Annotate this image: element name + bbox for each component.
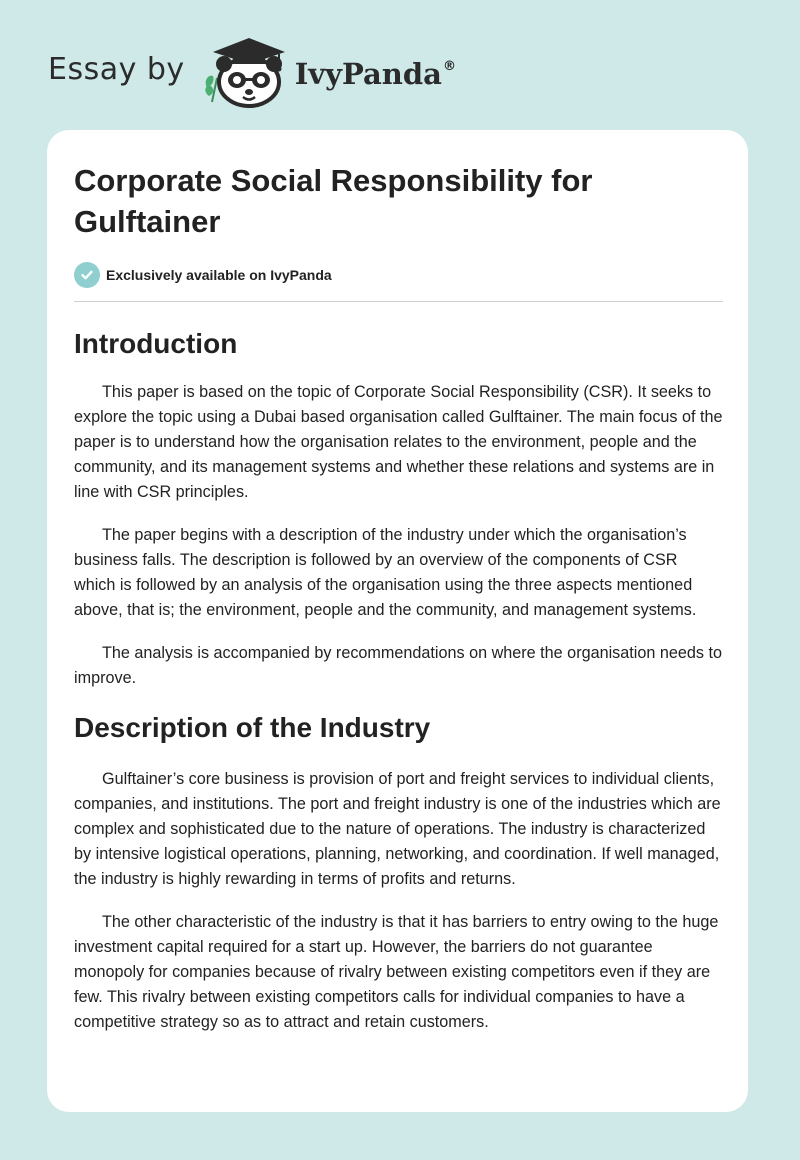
check-icon xyxy=(74,262,100,288)
exclusive-badge xyxy=(74,262,723,288)
paragraph: The analysis is accompanied by recommendations on where the organisation needs to improve. xyxy=(74,644,722,687)
page-title: Corporate Social Responsibility for Gulftainer xyxy=(74,163,593,239)
site-header xyxy=(48,36,456,108)
paragraph: The paper begins with a description of the industry under which the organisation’s business falls. The description is followed by an overview of the components of CSR which is followed by an analysis of the organisation using the three aspects mentioned above, that is; the environment, people and the community, and management systems. xyxy=(74,526,697,619)
panda-graduate-icon[interactable] xyxy=(199,36,291,108)
section-heading: Introduction xyxy=(74,328,238,359)
badge-label: Exclusively available on IvyPanda xyxy=(106,267,332,283)
section-heading: Description of the Industry xyxy=(74,712,431,743)
paragraph: Gulftainer’s core business is provision of port and freight services to individual clients, companies, and institutions. The port and freight industry is one of the industries which are complex and sophisticated due to the nature of operations. The industry is characterized by intensive logistical operations, planning, networking, and coordination. If well managed, the industry is highly rewarding in terms of profits and returns. xyxy=(74,770,721,888)
section-description-of-industry xyxy=(74,711,723,1035)
brand-name[interactable]: IvyPanda® xyxy=(294,57,456,91)
registered-mark: ® xyxy=(442,59,456,74)
section-introduction xyxy=(74,327,723,691)
divider xyxy=(74,301,723,302)
paragraph: This paper is based on the topic of Corporate Social Responsibility (CSR). It seeks to explore the topic using a Dubai based organisation called Gulftainer. The main focus of the paper is to understand how the organisation relates to the environment, people and the community, and its management systems and whether these relations and systems are in line with CSR principles. xyxy=(74,383,723,501)
paragraph: The other characteristic of the industry is that it has barriers to entry owing to the huge investment capital required for a start up. However, the barriers do not guarantee monopoly for companies because of rivalry between existing competitors even if they are few. This rivalry between existing competitors calls for individual companies to have a competitive strategy so as to attract and retain customers. xyxy=(74,913,719,1031)
essay-card xyxy=(47,130,748,1112)
essay-by-label: Essay by xyxy=(48,51,185,87)
essay-content xyxy=(74,160,723,1035)
